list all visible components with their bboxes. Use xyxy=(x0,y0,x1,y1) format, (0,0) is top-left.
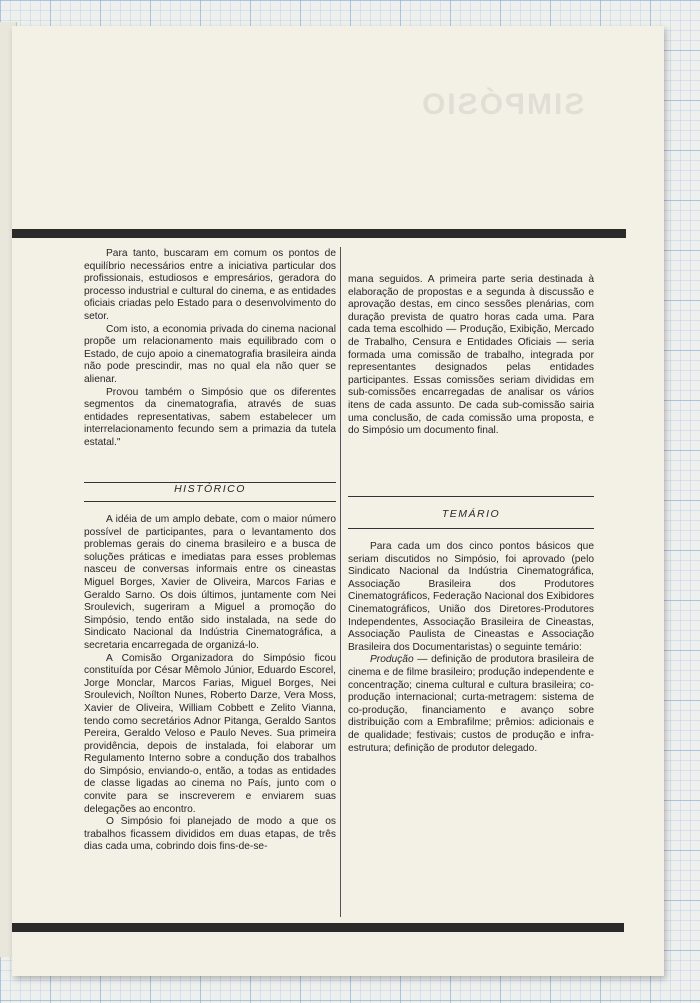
paragraph: mana seguidos. A primeira parte seria destinada à elaboração de propostas e a segunda à discussão e aprovação destas, em cinco sessões plenárias, com duração prevista de quatro horas cada uma. Para cada tema escolhido — Produção, Exibição, Mercado de Trabalho, Censura e Entidades Oficiais — seria formada uma comissão de trabalho, integrada por representantes designados pelas entidades participantes. Essas comissões seriam divididas em sub-comissões encarregadas de analisar os vários itens de cada assunto. De cada sub-comissão sairia uma conclusão, de cada comissão uma proposta, e do Simpósio um documento final. xyxy=(348,274,594,437)
paragraph: Provou também o Simpósio que os diferentes segmentos da cinematografia, através de suas entidades representativas, sabem estabelecer um interrelacionamento fecundo sem a primazia da tutela estatal." xyxy=(84,386,336,448)
temario-heading: TEMÁRIO xyxy=(441,508,501,520)
historico-text xyxy=(84,514,336,854)
paragraph: Para cada um dos cinco pontos básicos que seriam discutidos no Simpósio, foi aprovado (pelo Sindicato Nacional da Indústria Cinematográfica, Associação Brasileira dos Produtores Cinematográficos, Federação Nacional dos Exibidores Cinematográficos, União dos Diretores-Produtores Independentes, Associação Brasileira de Cineastas, Associação Paulista de Cineastas e Associação Brasileira dos Documentaristas) o seguinte temário: xyxy=(348,541,594,653)
right-intro-text xyxy=(348,274,594,438)
paragraph: O Simpósio foi planejado de modo a que os trabalhos ficassem divididos em duas etapas, de três dias cada uma, cobrindo dois fins-de-se- xyxy=(84,816,336,853)
show-through-text: SIMPÓSIO xyxy=(419,88,584,121)
column-divider xyxy=(340,247,341,917)
left-intro-text xyxy=(84,248,336,450)
section-rule xyxy=(84,501,336,502)
temario-text xyxy=(348,541,594,755)
producao-text: — definição de produtora brasileira de cinema e de filme brasileiro; produção independente e concentração; cinema cultural e cultura brasileira; co-produção internacional; curta-metragem: sistema de co-produção, financiamento e avanço sobre distribuição com a Embrafilme; prêmios: adicionais e de qualidade; festivais; custos de produção e infra-estrutura; definição de produtor delegado. xyxy=(348,654,594,754)
paragraph: A Comisão Organizadora do Simpósio ficou constituída por César Mêmolo Júnior, Eduardo Escorel, Jorge Monclar, Marcos Farias, Miguel Borges, Nei Sroulevich, Noílton Nunes, Roberto Darze, Vera Moss, Xavier de Oliveira, William Cobbett e Zelito Vianna, tendo como secretários Adnor Pitanga, Geraldo Santos Pereira, Geraldo Veloso e Paulo Neves. Sua primeira providência, depois de instalada, foi elaborar um Regulamento Interno sobre a condução dos trabalhos do Simpósio, enviando-o, então, a todas as entidades de classe ligadas ao cinema no País, junto com o convite para se inscreverem e enviarem suas delegações ao encontro. xyxy=(84,652,336,815)
section-rule xyxy=(348,496,594,497)
bottom-thick-rule xyxy=(12,923,624,932)
historico-heading: HISTÓRICO xyxy=(174,483,246,495)
producao-label: Produção xyxy=(370,654,414,666)
paragraph xyxy=(348,654,594,755)
paragraph: Para tanto, buscaram em comum os pontos de equilíbrio necessários entre a iniciativa particular dos profissionais, estudiosos e empresários, geradora do processo industrial e cultural do cinema, e as entidades oficiais criadas pelo Estado para o desenvolvimento do setor. xyxy=(84,248,336,322)
paragraph: A idéia de um amplo debate, com o maior número possível de participantes, para o levantamento dos problemas gerais do cinema brasileiro e a busca de soluções práticas e imediatas para esses problemas nasceu de conversas informais entre os cineastas Miguel Borges, Xavier de Oliveira, Marcos Farias e Geraldo Sarno. Os dois últimos, juntamente com Nei Sroulevich, sugeriram a Miguel a promoção do Simpósio, tendo então sido instalada, na sede do Sindicato Nacional da Indústria Cinematográfica, a secretaria encarregada de organizá-lo. xyxy=(84,514,336,651)
paragraph: Com isto, a economia privada do cinema nacional propõe um relacionamento mais equilibrado com o Estado, de cujo apoio a cinematografia brasileira ainda não pode prescindir, mas no qual ela não quer se alienar. xyxy=(84,323,336,385)
top-thick-rule xyxy=(12,229,626,238)
document-page xyxy=(12,26,664,976)
section-rule xyxy=(348,528,594,529)
